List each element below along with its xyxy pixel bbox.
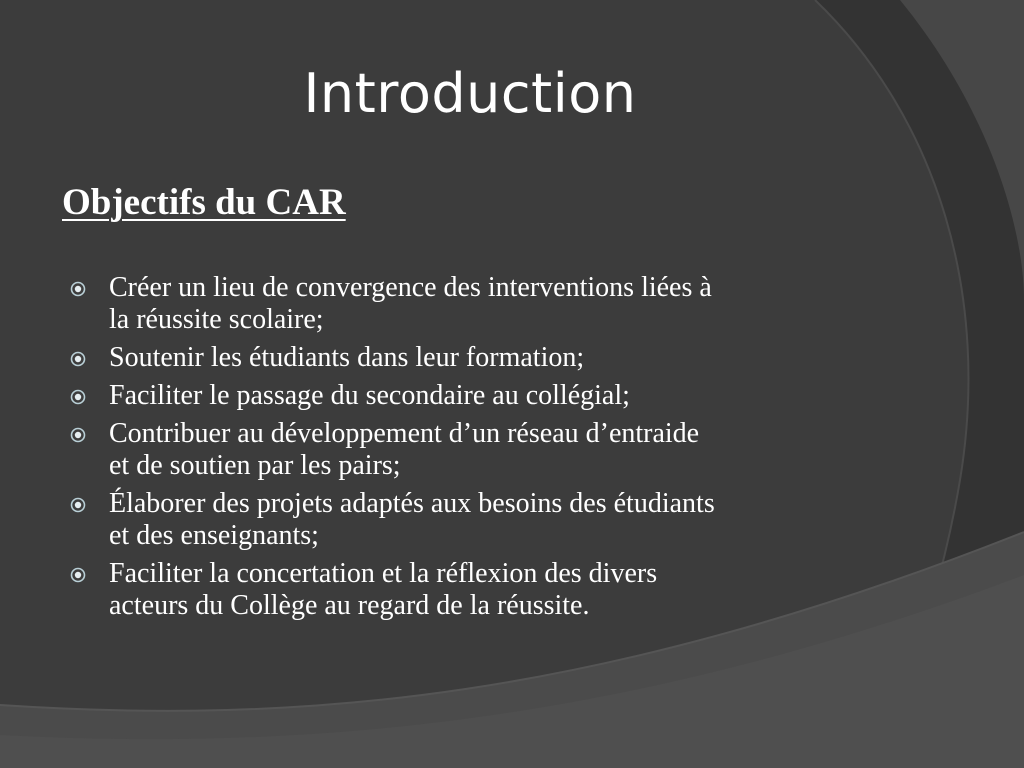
circle-bullet-icon: [70, 497, 86, 513]
list-item-text-continued: et des enseignants;: [109, 520, 319, 551]
circle-bullet-icon: [70, 427, 86, 443]
circle-bullet-icon: [70, 351, 86, 367]
list-item-text-continued: acteurs du Collège au regard de la réussite.: [109, 590, 590, 621]
list-item: [66, 272, 886, 336]
objectives-list: [66, 272, 886, 628]
list-item: [66, 558, 886, 622]
list-item: [66, 488, 886, 552]
list-item: [66, 380, 886, 412]
list-item-text-continued: et de soutien par les pairs;: [109, 450, 401, 481]
list-item-text: Élaborer des projets adaptés aux besoins des étudiants: [109, 488, 715, 519]
slide-title: Introduction: [303, 62, 637, 125]
list-item-text: Faciliter le passage du secondaire au collégial;: [109, 380, 630, 411]
circle-bullet-icon: [70, 567, 86, 583]
list-item: [66, 342, 886, 374]
circle-bullet-icon: [70, 281, 86, 297]
list-item: [66, 418, 886, 482]
circle-bullet-icon: [70, 389, 86, 405]
section-heading: Objectifs du CAR: [62, 182, 346, 223]
list-item-text: Soutenir les étudiants dans leur formation;: [109, 342, 585, 373]
list-item-text: Faciliter la concertation et la réflexion des divers: [109, 558, 658, 589]
list-item-text: Contribuer au développement d’un réseau d’entraide: [109, 418, 700, 449]
list-item-text: Créer un lieu de convergence des interventions liées à: [109, 272, 712, 303]
list-item-text-continued: la réussite scolaire;: [109, 304, 324, 335]
